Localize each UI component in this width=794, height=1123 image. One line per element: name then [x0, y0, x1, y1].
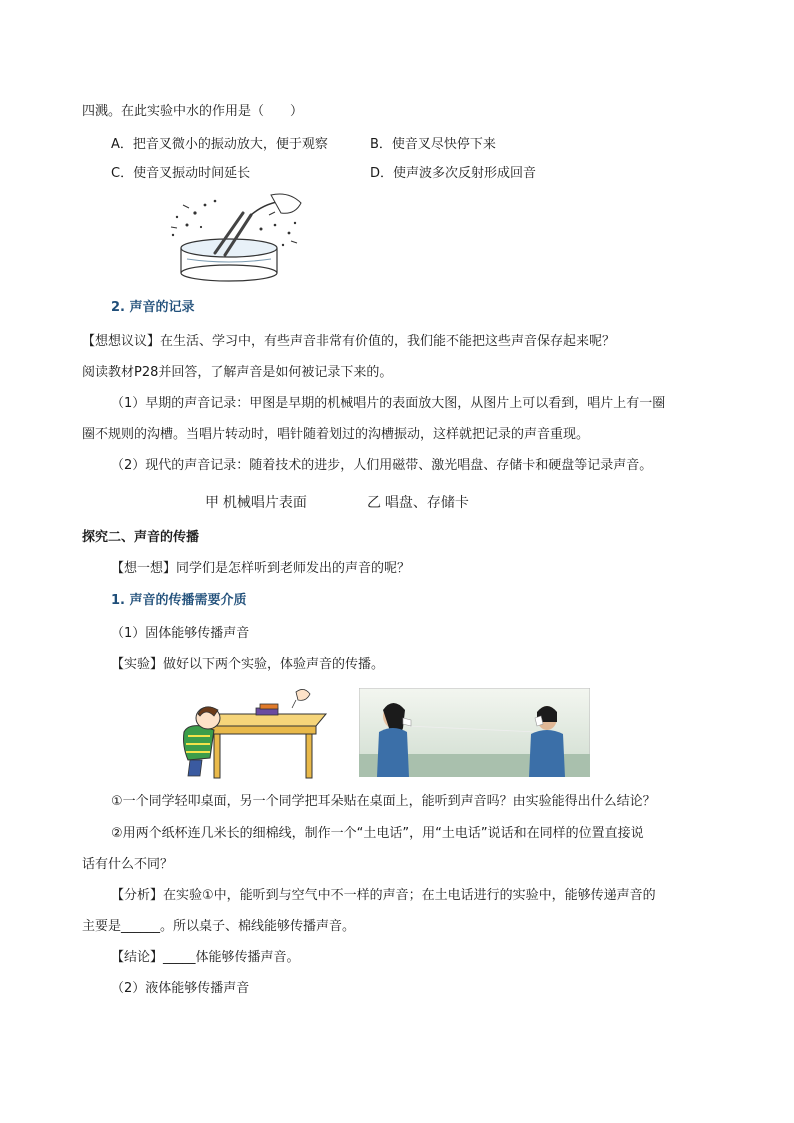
conclusion-line: 【结论】_____体能够传播声音。 — [111, 950, 300, 965]
caption-jia: 甲 机械唱片表面 — [205, 494, 307, 510]
tuning-fork-water-illustration — [165, 193, 307, 283]
think-discuss-line-2: 阅读教材P28并回答，了解声音是如何被记录下来的。 — [82, 365, 393, 380]
string-telephone-photo — [359, 688, 590, 777]
explore-two-title: 探究二、声音的传播 — [82, 530, 200, 545]
question-2-line-1: ②用两个纸杯连几米长的细棉线，制作一个“土电话”，用“土电话”说话和在同样的位置直接说 — [111, 826, 644, 841]
student-ear-on-desk-illustration — [180, 686, 332, 780]
option-d: D．使声波多次反射形成回音 — [370, 166, 537, 181]
solid-title: （1）固体能够传播声音 — [111, 626, 250, 641]
section-title-sound-recording: 2. 声音的记录 — [111, 300, 195, 315]
question-2-line-2: 话有什么不同？ — [82, 857, 174, 872]
analysis-line-2: 主要是______。所以桌子、棉线能够传播声音。 — [82, 919, 356, 934]
early-recording-line-2: 圈不规则的沟槽。当唱片转动时，唱针随着划过的沟槽振动，这样就把记录的声音重现。 — [82, 427, 590, 442]
subsection-medium-title: 1. 声音的传播需要介质 — [111, 593, 247, 608]
experiment-line: 【实验】做好以下两个实验，体验声音的传播。 — [111, 657, 385, 672]
question-1: ①一个同学轻叩桌面，另一个同学把耳朵贴在桌面上，能听到声音吗？由实验能得出什么结论？ — [111, 794, 656, 809]
liquid-title: （2）液体能够传播声音 — [111, 981, 250, 996]
think-discuss-line-1: 【想想议议】在生活、学习中，有些声音非常有价值的，我们能不能把这些声音保存起来呢？ — [82, 334, 616, 349]
option-a: A．把音叉微小的振动放大，便于观察 — [111, 137, 328, 152]
analysis-line-1: 【分析】在实验①中，能听到与空气中不一样的声音；在土电话进行的实验中，能够传递声音的 — [111, 888, 656, 903]
option-c: C．使音叉振动时间延长 — [111, 166, 251, 181]
caption-yi: 乙 唱盘、存储卡 — [367, 494, 469, 510]
early-recording-line-1: （1）早期的声音记录：甲图是早期的机械唱片的表面放大图，从图片上可以看到，唱片上有一圈 — [111, 396, 666, 411]
option-b: B．使音叉尽快停下来 — [370, 137, 496, 152]
intro-line: 四溅。在此实验中水的作用是（ ） — [82, 104, 304, 119]
modern-recording-line: （2）现代的声音记录：随着技术的进步，人们用磁带、激光唱盘、存储卡和硬盘等记录声音。 — [111, 458, 653, 473]
think-line: 【想一想】同学们是怎样听到老师发出的声音的呢？ — [111, 561, 411, 576]
